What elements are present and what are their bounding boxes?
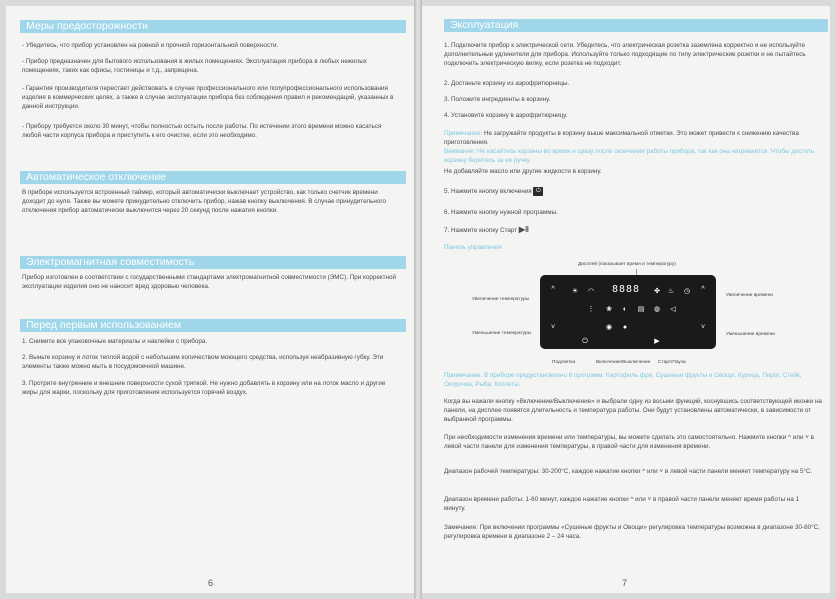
paragraph: Не добавляйте масло или другие жидкости в корзину. [444,168,602,175]
time-down-icon[interactable]: ˅ [700,324,706,331]
caption-temp-down: Уменьшение температуры [472,331,532,336]
paragraph: - Прибору требуется около 30 минут, чтобы полностью остыть после работы. По истечении этого времени можно касаться любой части корпуса прибора и приступить к его очистке, если это необходимо. [22,123,382,139]
section-title-operation: Эксплуатация [444,19,828,32]
control-panel [540,275,716,349]
power-button-icon[interactable]: ⏻ [582,338,588,345]
step-start-text: 7. Нажмите кнопку Старт [444,227,518,234]
paragraph: Замечание: При включении программы «Сушеные фрукты и Овощи» регулировка температуры возможна в диапазоне 30-80°C, регулировка времени в диапазоне 2 – 24 часа. [444,524,820,540]
time-up-icon[interactable]: ^ [701,286,705,293]
page-number: 7 [622,578,628,588]
temp-up-icon[interactable]: ^ [551,286,555,293]
step-power [444,187,822,197]
warning-text: Не касайтесь корзины во время и сразу после окончания работы прибора, так как она нагревается. Чтобы достать корзину беритесь за ее ручку. [444,148,814,164]
temp-down-icon[interactable]: ˅ [550,324,556,331]
caption-time-down: Уменьшение времени [726,332,775,337]
step-start [444,226,822,236]
light-icon[interactable]: ☀ [571,288,579,295]
caption-display: Дисплей (показывает время и температуру) [578,262,676,267]
play-pause-icon: ▶‖ [518,225,530,234]
caption-time-up: Увеличение времени [726,293,773,298]
cake-icon[interactable]: ▤ [637,306,645,313]
paragraph: При необходимости изменения времени или температуры, вы можете сделать это самостоятельно. Нажмите кнопки ^ или ˅ в левой части панели для изменения температуры, в правой части для изменения времени. [444,434,814,450]
step-power-text: 5. Нажмите кнопку включения [444,188,532,196]
page-number: 6 [208,578,214,588]
paragraph: - Гарантия производителя перестает действовать в случае профессионального или полупрофессионального использования изделия в коммерческих целях, а также в случае эксплуатации прибора без соблюдения правил и рекомендаций, указанных в данной инструкции. [22,85,394,110]
drumstick-icon[interactable]: ◉ [605,324,613,331]
fish-icon[interactable]: ◁ [670,306,676,313]
note-paragraph [444,130,822,148]
vegetables-icon[interactable]: ❀ [606,306,612,313]
panel-display: 8888 [612,284,641,295]
start-pause-icon[interactable]: ▶ [654,338,660,345]
book-spine [414,0,422,599]
page-right [422,6,830,593]
note-label: Примечание. [444,372,483,379]
note-text: Не загружайте продукты в корзину выше максимальной отметки. Это может привести к снижению качества приготовления. [444,130,799,146]
page-left [6,6,414,593]
paragraph: В приборе используется встроенный таймер, который автоматически выключает устройство, как только счетчик времени доходит до нуля. Также вы можете принудительно отключить прибор, нажав кнопку выключения. В случае принудительного отключения прибор автоматически выключится через 20 секунд после нажатия кнопки. [22,189,387,214]
paragraph: Когда вы нажали кнопку «Включение/Выключение» и выбрали одну из восьми функций, коснувшись соответствующей иконки на панели, на дисплее появятся длительность и температура работы. Они будут установлены автоматически, в зависимости от выбранной программы. [444,398,822,423]
cutlet-icon[interactable]: ● [622,324,628,331]
fries-icon[interactable]: ⋮ [587,306,595,313]
panel-heading: Панель управления [444,244,502,251]
section-title-before-use: Перед первым использованием [20,319,406,332]
chicken-icon[interactable]: ◐ [622,306,628,313]
paragraph: - Убедитесь, что прибор установлен на ровной и прочной горизонтальной поверхности. [22,42,279,49]
paragraph: 3. Положите ингредиенты в корзину. [444,96,551,103]
caption-light: Подсветка [552,360,576,365]
paragraph: - Прибор предназначен для бытового использования в жилых помещениях. Эксплуатация прибора в любых нежилых помещениях, таких как офисы, гостиницы и т.д., запрещена. [22,58,367,74]
timer-icon: ◷ [683,288,691,295]
section-title-auto-off: Автоматическое отключение [20,171,406,184]
thermometer-icon: ♨ [667,288,675,295]
paragraph: Диапазон времени работы: 1-60 минут, каждое нажатие кнопки ^ или ˅ в правой части панели меняет время работы на 1 минуту. [444,496,800,512]
paragraph: 2. Достаньте корзину из аэрофритюрницы. [444,80,570,87]
paragraph: 1. Снимите все упаковочные материалы и наклейки с прибора. [22,338,208,345]
paragraph: 6. Нажмите кнопку нужной программы. [444,209,558,216]
note-text: В приборе предустановлено 8 программ: Картофель фри, Сушеные фрукты и Овощи, Курица, Пирог, Стейк, Окорочка, Рыба, Котлеты. [444,372,802,388]
caption-power: Включение/Выключение [596,360,651,365]
caption-temp-up: Увеличение температуры [472,297,530,302]
paragraph: 3. Протрите внутренние и внешние поверхности сухой тряпкой. Не нужно добавлять в корзину или на лоток масло и другие жиры для жарки, поскольку для приготовления используется горячий воздух. [22,380,386,396]
section-title-precautions: Меры предосторожности [20,20,406,33]
warning-label: Внимание: [444,148,476,155]
paragraph: Диапазон рабочей температуры: 30-200°C, каждое нажатие кнопки ^ или ˅ в левой части панели меняет температуру на 5°C. [444,468,813,475]
paragraph: 4. Установите корзину в аэрофритюрницу. [444,112,568,119]
warning-paragraph [444,148,822,166]
steak-icon[interactable]: ◍ [653,306,661,313]
caption-start: Старт/Пауза [658,360,686,365]
paragraph: 1. Подключите прибор к электрической сети. Убедитесь, что электрическая розетка заземлена корректно и не используйте дополнительные удлинители для прибора. Используйте только подходящие по типу электрические розетки и не пытайтесь подключить электрическую вилку, если розетка не подходит. [444,42,806,67]
wifi-icon: ◠ [587,288,595,295]
paragraph: 2. Выньте корзину и лоток теплой водой с небольшим количеством моющего средства, используя неабразивную губку. Эти элементы также можно мыть в посудомоечной машине. [22,354,384,370]
section-title-emc: Электромагнитная совместимость [20,256,406,269]
note-programs [444,372,822,390]
paragraph: Прибор изготовлен в соответствии с государственными стандартами электромагнитной совместимости (ЭМС). При корректной эксплуатации изделия оно не наносит вред здоровью человека. [22,274,397,290]
fan-icon: ✤ [654,288,660,295]
note-label: Примечание: [444,130,483,137]
power-icon: ⏻ [533,187,543,196]
